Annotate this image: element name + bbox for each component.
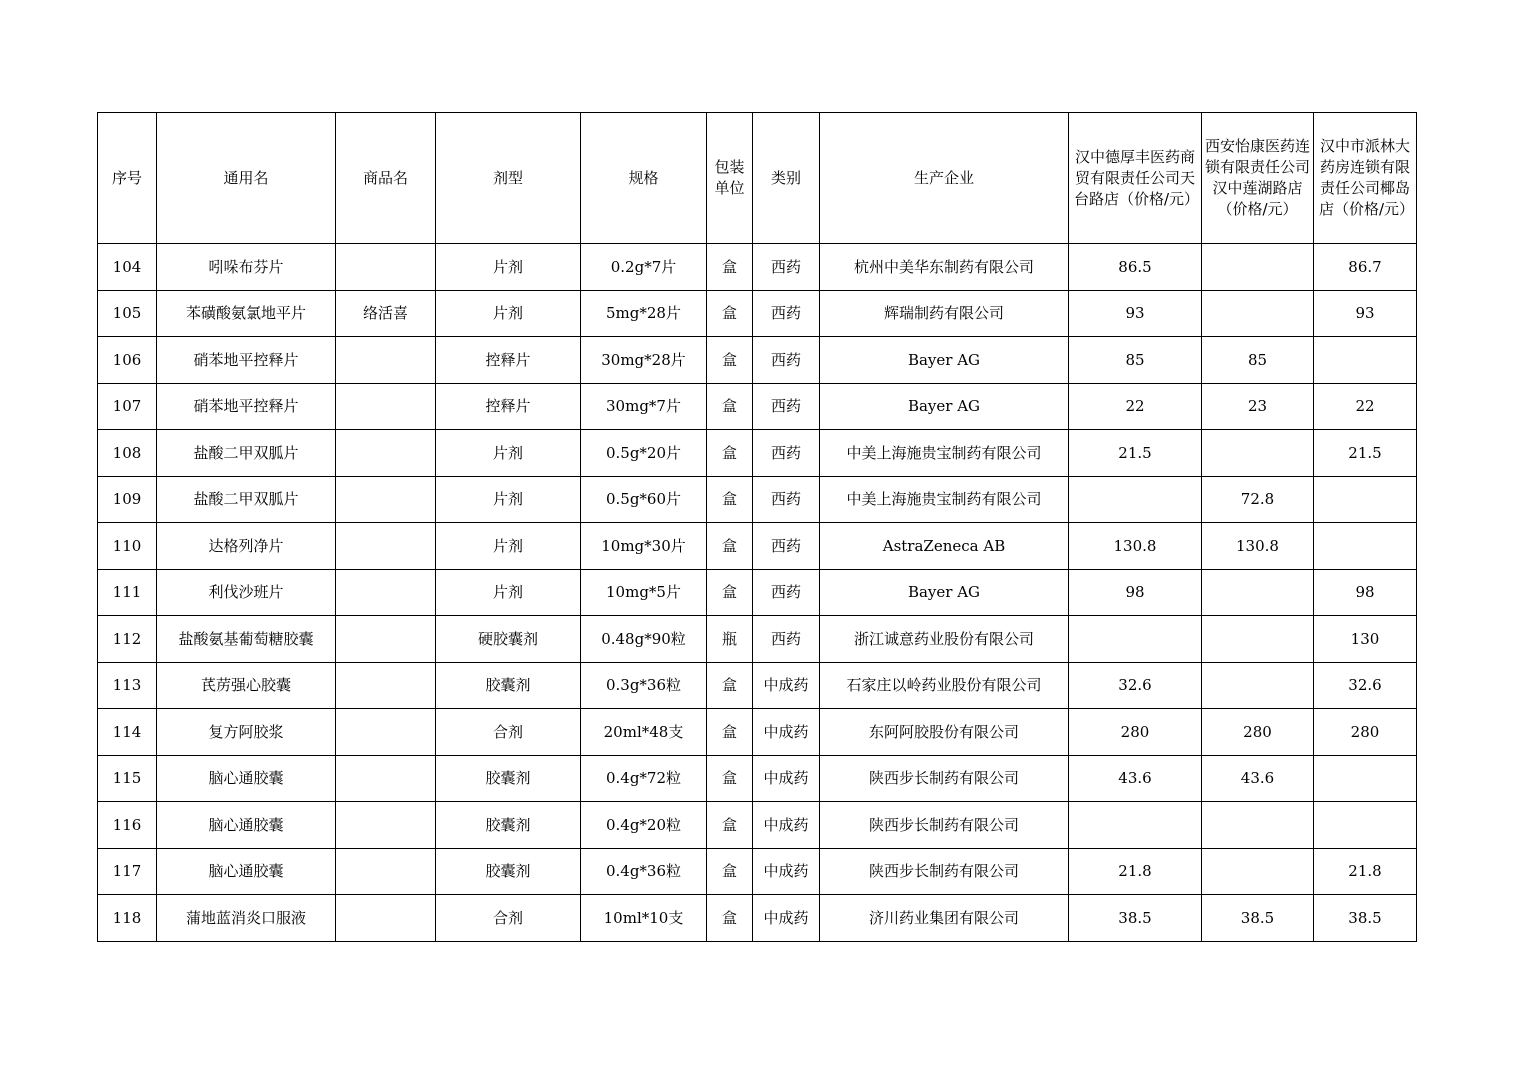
table-row (98, 476, 1417, 523)
cell-store-2-price: 280 (1202, 709, 1314, 756)
cell-package-unit: 盒 (707, 802, 753, 849)
cell-store-2-price (1202, 244, 1314, 291)
header-specification: 规格 (581, 113, 707, 244)
cell-store-2-price (1202, 662, 1314, 709)
cell-store-3-price: 32.6 (1314, 662, 1417, 709)
cell-category: 中成药 (753, 755, 820, 802)
cell-store-3-price: 38.5 (1314, 895, 1417, 942)
cell-generic-name: 芪苈强心胶囊 (157, 662, 336, 709)
cell-store-3-price: 21.5 (1314, 430, 1417, 477)
cell-store-1-price: 98 (1069, 569, 1202, 616)
cell-store-1-price: 86.5 (1069, 244, 1202, 291)
cell-dosage-form: 控释片 (436, 337, 581, 384)
cell-package-unit: 盒 (707, 430, 753, 477)
cell-generic-name: 硝苯地平控释片 (157, 337, 336, 384)
cell-store-2-price (1202, 802, 1314, 849)
cell-index: 104 (98, 244, 157, 291)
cell-brand-name (336, 430, 436, 477)
cell-store-1-price (1069, 802, 1202, 849)
cell-index: 111 (98, 569, 157, 616)
cell-brand-name (336, 476, 436, 523)
cell-store-1-price: 93 (1069, 290, 1202, 337)
cell-dosage-form: 片剂 (436, 244, 581, 291)
cell-index: 112 (98, 616, 157, 663)
cell-package-unit: 盒 (707, 895, 753, 942)
cell-store-2-price (1202, 569, 1314, 616)
price-table (97, 112, 1417, 942)
cell-category: 西药 (753, 523, 820, 570)
cell-index: 110 (98, 523, 157, 570)
cell-category: 西药 (753, 244, 820, 291)
cell-index: 105 (98, 290, 157, 337)
cell-store-2-price: 43.6 (1202, 755, 1314, 802)
cell-store-1-price: 85 (1069, 337, 1202, 384)
cell-manufacturer: 陕西步长制药有限公司 (820, 848, 1069, 895)
header-dosage-form: 剂型 (436, 113, 581, 244)
cell-category: 西药 (753, 569, 820, 616)
cell-package-unit: 盒 (707, 662, 753, 709)
table-row (98, 755, 1417, 802)
cell-index: 108 (98, 430, 157, 477)
cell-store-3-price: 280 (1314, 709, 1417, 756)
cell-package-unit: 盒 (707, 244, 753, 291)
cell-manufacturer: 石家庄以岭药业股份有限公司 (820, 662, 1069, 709)
table-row (98, 662, 1417, 709)
cell-specification: 0.2g*7片 (581, 244, 707, 291)
cell-manufacturer: 陕西步长制药有限公司 (820, 802, 1069, 849)
cell-index: 107 (98, 383, 157, 430)
cell-index: 116 (98, 802, 157, 849)
cell-store-1-price (1069, 476, 1202, 523)
cell-store-1-price: 21.8 (1069, 848, 1202, 895)
cell-category: 中成药 (753, 709, 820, 756)
cell-store-3-price (1314, 337, 1417, 384)
table-row (98, 569, 1417, 616)
cell-package-unit: 瓶 (707, 616, 753, 663)
cell-brand-name (336, 569, 436, 616)
cell-store-3-price (1314, 802, 1417, 849)
table-row (98, 523, 1417, 570)
cell-dosage-form: 片剂 (436, 430, 581, 477)
cell-manufacturer: 东阿阿胶股份有限公司 (820, 709, 1069, 756)
cell-index: 117 (98, 848, 157, 895)
cell-store-3-price (1314, 476, 1417, 523)
cell-specification: 10mg*30片 (581, 523, 707, 570)
cell-brand-name (336, 616, 436, 663)
cell-store-2-price (1202, 430, 1314, 477)
cell-generic-name: 脑心通胶囊 (157, 802, 336, 849)
table-row (98, 802, 1417, 849)
cell-specification: 0.3g*36粒 (581, 662, 707, 709)
cell-category: 中成药 (753, 662, 820, 709)
cell-brand-name (336, 244, 436, 291)
cell-store-2-price (1202, 848, 1314, 895)
cell-dosage-form: 硬胶囊剂 (436, 616, 581, 663)
cell-specification: 0.4g*20粒 (581, 802, 707, 849)
cell-generic-name: 复方阿胶浆 (157, 709, 336, 756)
cell-brand-name (336, 895, 436, 942)
cell-store-1-price: 38.5 (1069, 895, 1202, 942)
cell-package-unit: 盒 (707, 523, 753, 570)
cell-category: 中成药 (753, 848, 820, 895)
cell-store-3-price: 130 (1314, 616, 1417, 663)
cell-package-unit: 盒 (707, 755, 753, 802)
table-row (98, 244, 1417, 291)
cell-manufacturer: Bayer AG (820, 337, 1069, 384)
cell-brand-name (336, 802, 436, 849)
cell-specification: 30mg*28片 (581, 337, 707, 384)
cell-manufacturer: 辉瑞制药有限公司 (820, 290, 1069, 337)
cell-store-2-price: 38.5 (1202, 895, 1314, 942)
cell-manufacturer: 中美上海施贵宝制药有限公司 (820, 476, 1069, 523)
cell-package-unit: 盒 (707, 337, 753, 384)
cell-manufacturer: 济川药业集团有限公司 (820, 895, 1069, 942)
cell-specification: 0.48g*90粒 (581, 616, 707, 663)
table-row (98, 383, 1417, 430)
table-body (98, 244, 1417, 942)
cell-dosage-form: 合剂 (436, 895, 581, 942)
cell-manufacturer: 浙江诚意药业股份有限公司 (820, 616, 1069, 663)
cell-specification: 5mg*28片 (581, 290, 707, 337)
cell-generic-name: 达格列净片 (157, 523, 336, 570)
cell-specification: 20ml*48支 (581, 709, 707, 756)
table-row (98, 290, 1417, 337)
cell-store-1-price: 22 (1069, 383, 1202, 430)
cell-store-3-price: 21.8 (1314, 848, 1417, 895)
cell-category: 西药 (753, 616, 820, 663)
cell-store-2-price: 72.8 (1202, 476, 1314, 523)
cell-category: 西药 (753, 290, 820, 337)
cell-store-3-price: 98 (1314, 569, 1417, 616)
cell-category: 中成药 (753, 895, 820, 942)
cell-store-3-price: 22 (1314, 383, 1417, 430)
cell-dosage-form: 片剂 (436, 290, 581, 337)
cell-dosage-form: 胶囊剂 (436, 848, 581, 895)
cell-generic-name: 脑心通胶囊 (157, 755, 336, 802)
cell-specification: 0.5g*20片 (581, 430, 707, 477)
cell-store-3-price (1314, 755, 1417, 802)
header-category: 类别 (753, 113, 820, 244)
header-index: 序号 (98, 113, 157, 244)
cell-manufacturer: 杭州中美华东制药有限公司 (820, 244, 1069, 291)
cell-package-unit: 盒 (707, 290, 753, 337)
cell-category: 西药 (753, 383, 820, 430)
cell-specification: 0.4g*36粒 (581, 848, 707, 895)
cell-specification: 10mg*5片 (581, 569, 707, 616)
cell-package-unit: 盒 (707, 709, 753, 756)
cell-category: 西药 (753, 476, 820, 523)
cell-specification: 0.4g*72粒 (581, 755, 707, 802)
table-row (98, 709, 1417, 756)
cell-brand-name (336, 523, 436, 570)
cell-generic-name: 蒲地蓝消炎口服液 (157, 895, 336, 942)
cell-dosage-form: 胶囊剂 (436, 662, 581, 709)
cell-manufacturer: Bayer AG (820, 569, 1069, 616)
cell-category: 西药 (753, 430, 820, 477)
cell-dosage-form: 片剂 (436, 476, 581, 523)
header-manufacturer: 生产企业 (820, 113, 1069, 244)
table-row (98, 895, 1417, 942)
cell-store-2-price: 130.8 (1202, 523, 1314, 570)
cell-generic-name: 盐酸二甲双胍片 (157, 476, 336, 523)
cell-store-1-price: 32.6 (1069, 662, 1202, 709)
cell-brand-name (336, 662, 436, 709)
cell-package-unit: 盒 (707, 383, 753, 430)
cell-dosage-form: 胶囊剂 (436, 755, 581, 802)
cell-store-3-price (1314, 523, 1417, 570)
cell-generic-name: 硝苯地平控释片 (157, 383, 336, 430)
cell-brand-name (336, 709, 436, 756)
cell-store-1-price: 43.6 (1069, 755, 1202, 802)
cell-brand-name: 络活喜 (336, 290, 436, 337)
cell-store-1-price: 21.5 (1069, 430, 1202, 477)
cell-store-1-price: 130.8 (1069, 523, 1202, 570)
header-package-unit: 包装单位 (707, 113, 753, 244)
cell-store-2-price (1202, 616, 1314, 663)
table-row (98, 337, 1417, 384)
cell-specification: 10ml*10支 (581, 895, 707, 942)
header-generic-name: 通用名 (157, 113, 336, 244)
cell-specification: 0.5g*60片 (581, 476, 707, 523)
cell-brand-name (336, 848, 436, 895)
cell-store-1-price: 280 (1069, 709, 1202, 756)
header-store-2-price: 西安怡康医药连锁有限责任公司汉中莲湖路店（价格/元） (1202, 113, 1314, 244)
cell-dosage-form: 胶囊剂 (436, 802, 581, 849)
cell-generic-name: 盐酸二甲双胍片 (157, 430, 336, 477)
cell-dosage-form: 合剂 (436, 709, 581, 756)
cell-generic-name: 利伐沙班片 (157, 569, 336, 616)
cell-brand-name (336, 755, 436, 802)
cell-manufacturer: AstraZeneca AB (820, 523, 1069, 570)
cell-category: 西药 (753, 337, 820, 384)
cell-dosage-form: 控释片 (436, 383, 581, 430)
cell-package-unit: 盒 (707, 848, 753, 895)
cell-generic-name: 苯磺酸氨氯地平片 (157, 290, 336, 337)
cell-dosage-form: 片剂 (436, 569, 581, 616)
cell-manufacturer: 中美上海施贵宝制药有限公司 (820, 430, 1069, 477)
cell-store-2-price (1202, 290, 1314, 337)
cell-brand-name (336, 383, 436, 430)
cell-index: 106 (98, 337, 157, 384)
cell-dosage-form: 片剂 (436, 523, 581, 570)
cell-index: 118 (98, 895, 157, 942)
cell-package-unit: 盒 (707, 569, 753, 616)
cell-specification: 30mg*7片 (581, 383, 707, 430)
header-store-1-price: 汉中德厚丰医药商贸有限责任公司天台路店（价格/元） (1069, 113, 1202, 244)
header-store-3-price: 汉中市派林大药房连锁有限责任公司椰岛店（价格/元） (1314, 113, 1417, 244)
cell-index: 114 (98, 709, 157, 756)
header-brand-name: 商品名 (336, 113, 436, 244)
cell-index: 115 (98, 755, 157, 802)
cell-category: 中成药 (753, 802, 820, 849)
table-row (98, 430, 1417, 477)
cell-store-1-price (1069, 616, 1202, 663)
cell-generic-name: 脑心通胶囊 (157, 848, 336, 895)
cell-manufacturer: 陕西步长制药有限公司 (820, 755, 1069, 802)
cell-store-3-price: 86.7 (1314, 244, 1417, 291)
cell-brand-name (336, 337, 436, 384)
header-row (98, 113, 1417, 244)
cell-generic-name: 盐酸氨基葡萄糖胶囊 (157, 616, 336, 663)
table-row (98, 616, 1417, 663)
cell-index: 109 (98, 476, 157, 523)
cell-store-3-price: 93 (1314, 290, 1417, 337)
table-row (98, 848, 1417, 895)
cell-generic-name: 吲哚布芬片 (157, 244, 336, 291)
cell-package-unit: 盒 (707, 476, 753, 523)
cell-manufacturer: Bayer AG (820, 383, 1069, 430)
cell-index: 113 (98, 662, 157, 709)
cell-store-2-price: 85 (1202, 337, 1314, 384)
cell-store-2-price: 23 (1202, 383, 1314, 430)
